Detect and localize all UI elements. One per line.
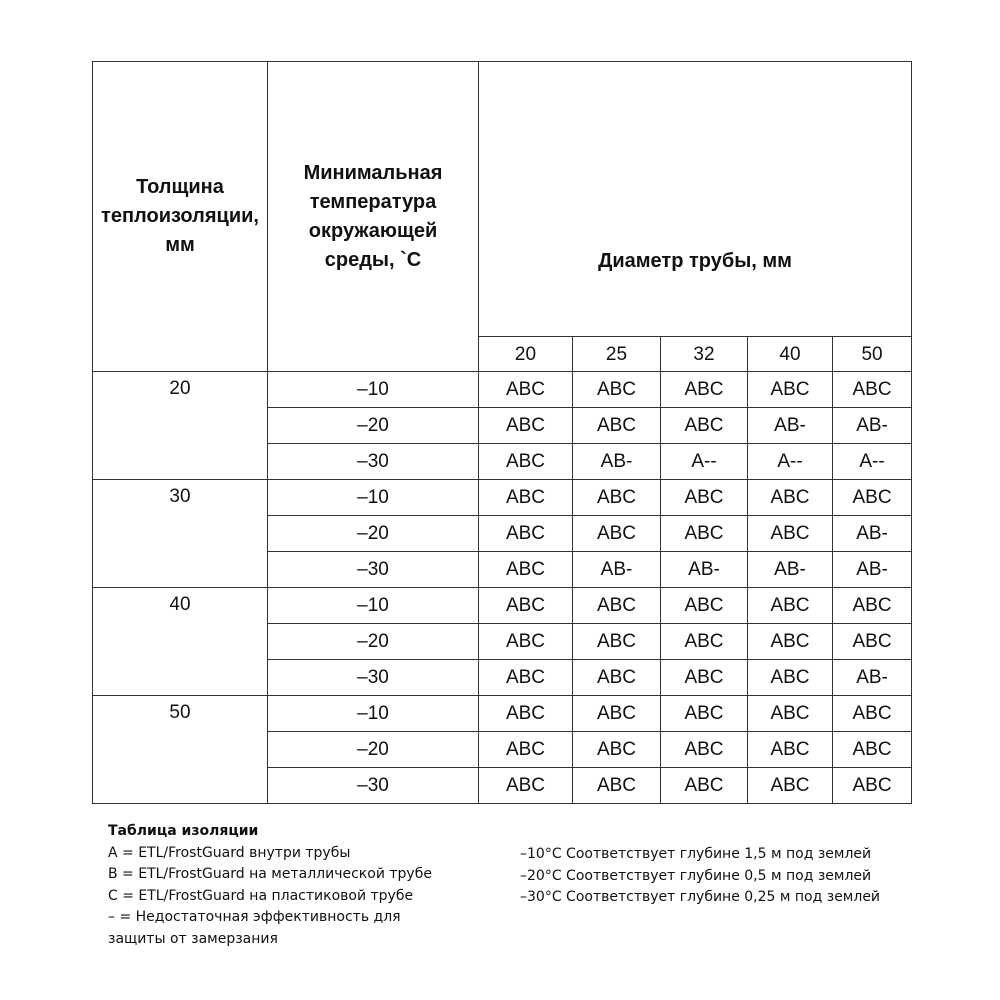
temperature-cell: –30	[268, 444, 479, 480]
thickness-cell: 30	[93, 480, 268, 588]
table-body	[93, 372, 912, 804]
coverage-cell: ABC	[748, 516, 833, 552]
coverage-cell: ABC	[661, 372, 748, 408]
coverage-cell: ABC	[573, 768, 661, 804]
coverage-cell: ABC	[748, 480, 833, 516]
coverage-cell: ABC	[573, 408, 661, 444]
temperature-cell: –20	[268, 516, 479, 552]
temperature-cell: –30	[268, 660, 479, 696]
coverage-cell: ABC	[748, 768, 833, 804]
temperature-cell: –30	[268, 768, 479, 804]
coverage-cell: A--	[833, 444, 912, 480]
coverage-cell: ABC	[479, 660, 573, 696]
thickness-cell: 40	[93, 588, 268, 696]
coverage-cell: ABC	[661, 660, 748, 696]
legend-item: защиты от замерзания	[108, 930, 278, 947]
coverage-cell: ABC	[479, 552, 573, 588]
coverage-cell: ABC	[479, 768, 573, 804]
temperature-cell: –20	[268, 624, 479, 660]
coverage-cell: ABC	[573, 372, 661, 408]
insulation-table	[92, 61, 912, 804]
coverage-cell: ABC	[479, 480, 573, 516]
coverage-cell: ABC	[833, 696, 912, 732]
legend	[108, 821, 432, 950]
coverage-cell: ABC	[479, 624, 573, 660]
depth-note: –20°C Соответствует глубине 0,5 м под землей	[520, 867, 872, 884]
depth-note: –10°C Соответствует глубине 1,5 м под землей	[520, 846, 872, 862]
temperature-cell: –10	[268, 696, 479, 732]
thickness-cell: 50	[93, 696, 268, 804]
thickness-header: Толщина теплоизоляции, мм	[93, 62, 268, 372]
coverage-cell: AB-	[573, 552, 661, 588]
coverage-cell: ABC	[573, 588, 661, 624]
coverage-cell: ABC	[833, 480, 912, 516]
coverage-cell: ABC	[833, 732, 912, 768]
coverage-cell: ABC	[748, 588, 833, 624]
legend-item: – = Недостаточная эффективность для	[108, 909, 401, 925]
coverage-cell: ABC	[573, 660, 661, 696]
diameter-value: 50	[833, 337, 912, 372]
coverage-cell: AB-	[573, 444, 661, 480]
coverage-cell: ABC	[479, 408, 573, 444]
coverage-cell: ABC	[479, 588, 573, 624]
temperature-cell: –10	[268, 372, 479, 408]
temperature-cell: –20	[268, 732, 479, 768]
diameter-value: 40	[748, 337, 833, 372]
temperature-cell: –10	[268, 480, 479, 516]
temperature-cell: –30	[268, 552, 479, 588]
coverage-cell: ABC	[748, 696, 833, 732]
depth-notes	[520, 844, 880, 909]
coverage-cell: ABC	[573, 480, 661, 516]
coverage-cell: ABC	[661, 732, 748, 768]
temperature-cell: –10	[268, 588, 479, 624]
coverage-cell: AB-	[661, 552, 748, 588]
legend-title: Таблица изоляции	[108, 823, 259, 839]
coverage-cell: ABC	[661, 588, 748, 624]
table-row	[93, 480, 912, 516]
coverage-cell: AB-	[833, 660, 912, 696]
temperature-header: Минимальная температура окружающей среды, `C	[268, 62, 479, 372]
legend-item: B = ETL/FrostGuard на металлической трубе	[108, 866, 432, 882]
coverage-cell: AB-	[833, 516, 912, 552]
table-row	[93, 372, 912, 408]
thickness-cell: 20	[93, 372, 268, 480]
coverage-cell: ABC	[479, 372, 573, 408]
coverage-cell: ABC	[833, 372, 912, 408]
diameter-value: 25	[573, 337, 661, 372]
coverage-cell: A--	[748, 444, 833, 480]
coverage-cell: ABC	[833, 624, 912, 660]
coverage-cell: A--	[661, 444, 748, 480]
coverage-cell: AB-	[748, 408, 833, 444]
coverage-cell: ABC	[661, 696, 748, 732]
coverage-cell: ABC	[573, 624, 661, 660]
diameter-value: 32	[661, 337, 748, 372]
temperature-cell: –20	[268, 408, 479, 444]
coverage-cell: ABC	[479, 444, 573, 480]
coverage-cell: ABC	[748, 624, 833, 660]
coverage-cell: ABC	[748, 732, 833, 768]
coverage-cell: ABC	[573, 696, 661, 732]
legend-item: C = ETL/FrostGuard на пластиковой трубе	[108, 887, 414, 904]
coverage-cell: AB-	[833, 552, 912, 588]
coverage-cell: ABC	[661, 408, 748, 444]
coverage-cell: ABC	[748, 660, 833, 696]
coverage-cell: ABC	[748, 372, 833, 408]
coverage-cell: ABC	[661, 624, 748, 660]
diameter-header: Диаметр трубы, мм	[479, 62, 912, 337]
coverage-cell: ABC	[661, 516, 748, 552]
coverage-cell: AB-	[833, 408, 912, 444]
table-row	[93, 696, 912, 732]
coverage-cell: AB-	[748, 552, 833, 588]
coverage-cell: ABC	[833, 588, 912, 624]
coverage-cell: ABC	[661, 480, 748, 516]
coverage-cell: ABC	[573, 516, 661, 552]
table-row	[93, 588, 912, 624]
coverage-cell: ABC	[479, 696, 573, 732]
depth-note: –30°C Соответствует глубине 0,25 м под землей	[520, 889, 881, 905]
coverage-cell: ABC	[479, 516, 573, 552]
diameter-value: 20	[479, 337, 573, 372]
coverage-cell: ABC	[661, 768, 748, 804]
coverage-cell: ABC	[479, 732, 573, 768]
coverage-cell: ABC	[833, 768, 912, 804]
coverage-cell: ABC	[573, 732, 661, 768]
table-header	[93, 62, 912, 372]
legend-item: A = ETL/FrostGuard внутри трубы	[108, 844, 351, 861]
